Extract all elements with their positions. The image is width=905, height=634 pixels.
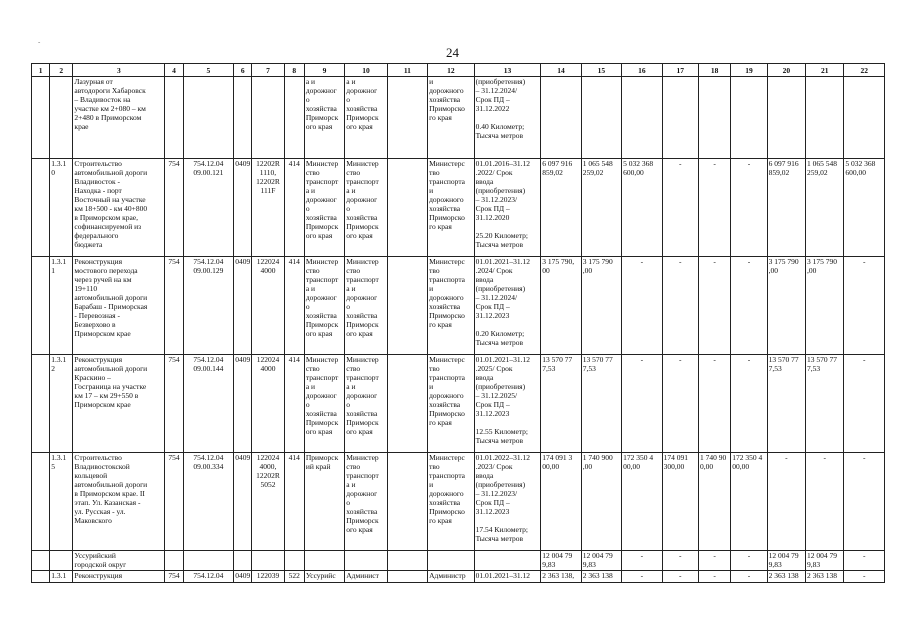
table-cell: - (731, 551, 767, 571)
table-cell: 172 350 4 00,00 (622, 453, 662, 551)
table-cell: 01.01.2021–31.12 .2024/ Срок ввода (приобретения) – 31.12.2024/ Срок ПД – 31.12.2023 0.20 Километр; Тысяча метров (474, 257, 541, 355)
table-cell: 122024 4000, 12202R 5052 (252, 453, 284, 551)
table-cell: - (622, 257, 662, 355)
table-cell: Уссурийс (304, 571, 344, 583)
table-cell: 414 (284, 355, 304, 453)
column-header: 11 (387, 64, 427, 77)
table-cell (387, 453, 427, 551)
table-cell (662, 77, 698, 159)
table-row (32, 551, 885, 571)
table-cell (32, 77, 50, 159)
table-cell: 5 032 368 600,00 (622, 159, 662, 257)
table-cell: Министер ство транспорт а и дорожног о хозяйства Приморск ого края (345, 159, 387, 257)
table-cell (32, 159, 50, 257)
table-cell: 3 175 790 ,00 (581, 257, 621, 355)
table-cell (387, 257, 427, 355)
table-cell: 12 004 79 9,83 (806, 551, 844, 571)
table-cell: 122039 (252, 571, 284, 583)
table-cell: 122024 4000 (252, 257, 284, 355)
table-cell (284, 77, 304, 159)
table-cell: - (662, 159, 698, 257)
table-cell: 6 097 916 859,02 (767, 159, 805, 257)
table-cell: 0409 (234, 159, 252, 257)
table-cell: 6 097 916 859,02 (541, 159, 581, 257)
table-cell: 1 065 548 259,02 (581, 159, 621, 257)
table-cell (541, 77, 581, 159)
table-cell (428, 551, 474, 571)
table-cell: - (622, 355, 662, 453)
table-cell: - (662, 257, 698, 355)
table-cell: 2 363 138 (767, 571, 805, 583)
table-cell: - (731, 355, 767, 453)
table-cell: Министер ство транспорт а и дорожног о хозяйства Приморск ого края (304, 159, 344, 257)
table-cell: Министер ство транспорт а и дорожног о хозяйства Приморск ого края (345, 453, 387, 551)
table-cell: 12 004 79 9,83 (767, 551, 805, 571)
table-cell (844, 77, 885, 159)
table-cell: - (662, 355, 698, 453)
table-cell: 754 (165, 571, 183, 583)
table-cell: 0409 (234, 571, 252, 583)
table-cell (731, 77, 767, 159)
table-cell (165, 77, 183, 159)
column-header: 15 (581, 64, 621, 77)
column-header: 21 (806, 64, 844, 77)
table-row (32, 571, 885, 583)
table-cell (387, 355, 427, 453)
table-cell: - (698, 159, 730, 257)
table-cell (183, 77, 234, 159)
column-header: 9 (304, 64, 344, 77)
table-cell: - (844, 257, 885, 355)
table-cell (345, 551, 387, 571)
table-cell: 0409 (234, 257, 252, 355)
table-cell: 174 091 300,00 (662, 453, 698, 551)
table-cell: 13 570 77 7,53 (767, 355, 805, 453)
table-cell: - (844, 453, 885, 551)
table-cell: 754 (165, 355, 183, 453)
table-cell: 3 175 790 ,00 (806, 257, 844, 355)
table-cell (806, 77, 844, 159)
table-cell (387, 77, 427, 159)
column-header: 2 (50, 64, 73, 77)
table-cell: - (622, 571, 662, 583)
table-cell: - (767, 453, 805, 551)
table-cell (304, 551, 344, 571)
table-cell: Строительство автомобильной дороги Владивосток - Находка - порт Восточный на участке км 18+500 - км 40+800 в Приморском крае, софинансируемой из федерального бюджета (73, 159, 165, 257)
table-cell: 522 (284, 571, 304, 583)
table-cell: 13 570 77 7,53 (541, 355, 581, 453)
table-cell: а и дорожног о хозяйства Приморск ого края (345, 77, 387, 159)
table-cell (234, 551, 252, 571)
table-cell: 754.12.04 (183, 571, 234, 583)
table-cell (165, 551, 183, 571)
table-cell: и дорожного хозяйства Приморско го края (428, 77, 474, 159)
table-cell: 122024 4000 (252, 355, 284, 453)
table-cell: - (844, 571, 885, 583)
table-cell: Лазурная от автодороги Хабаровск – Владивосток на участке км 2+080 – км 2+480 в Приморском крае (73, 77, 165, 159)
table-cell: 0409 (234, 355, 252, 453)
table-cell (581, 77, 621, 159)
table-cell: Министерс тво транспорта и дорожного хозяйства Приморско го края (428, 453, 474, 551)
table-cell (234, 77, 252, 159)
column-header: 5 (183, 64, 234, 77)
table-cell: 1.3.1 2 (50, 355, 73, 453)
table-cell (252, 551, 284, 571)
corner-mark: - (38, 38, 41, 46)
table-cell: 2 363 138 (806, 571, 844, 583)
column-header: 19 (731, 64, 767, 77)
column-header: 6 (234, 64, 252, 77)
table-cell: - (731, 571, 767, 583)
table-cell: - (731, 159, 767, 257)
table-cell: Министер ство транспорт а и дорожног о хозяйства Приморск ого края (304, 257, 344, 355)
table-cell: - (698, 571, 730, 583)
table-cell: - (806, 453, 844, 551)
column-header: 8 (284, 64, 304, 77)
table-cell (32, 453, 50, 551)
document-table-wrapper (31, 63, 885, 588)
table-row (32, 159, 885, 257)
column-header: 13 (474, 64, 541, 77)
table-cell: 0409 (234, 453, 252, 551)
table-cell: 174 091 3 00,00 (541, 453, 581, 551)
table-cell (474, 551, 541, 571)
table-cell (50, 77, 73, 159)
table-cell: 01.01.2021–31.12 (474, 571, 541, 583)
table-cell: 754 (165, 159, 183, 257)
table-cell: а и дорожног о хозяйства Приморск ого края (304, 77, 344, 159)
table-cell: 2 363 138, (541, 571, 581, 583)
column-header: 4 (165, 64, 183, 77)
table-cell: - (844, 355, 885, 453)
table-cell: 1.3.1 (50, 571, 73, 583)
table-cell (32, 257, 50, 355)
column-header: 17 (662, 64, 698, 77)
table-cell: 1 740 90 0,00 (698, 453, 730, 551)
table-cell: 414 (284, 453, 304, 551)
table-cell: - (844, 551, 885, 571)
table-cell: 754.12.04 09.00.129 (183, 257, 234, 355)
table-cell: 12 004 79 9,83 (541, 551, 581, 571)
table-cell: 1.3.1 1 (50, 257, 73, 355)
column-header: 1 (32, 64, 50, 77)
table-cell (387, 571, 427, 583)
table-cell: 1 065 548 259,02 (806, 159, 844, 257)
column-header: 16 (622, 64, 662, 77)
table-cell: Реконструкция автомобильной дороги Краскино – Госграница на участке км 17 – км 29+550 в Приморском крае (73, 355, 165, 453)
table-cell: Министерс тво транспорта и дорожного хозяйства Приморско го края (428, 257, 474, 355)
column-header: 18 (698, 64, 730, 77)
table-cell: 754.12.04 09.00.121 (183, 159, 234, 257)
table-row (32, 257, 885, 355)
table-cell: - (698, 551, 730, 571)
table-cell (622, 77, 662, 159)
table-cell: - (662, 551, 698, 571)
table-cell: 754.12.04 09.00.334 (183, 453, 234, 551)
table-cell (32, 571, 50, 583)
table-cell: 5 032 368 600,00 (844, 159, 885, 257)
table-cell (50, 551, 73, 571)
table-cell: 414 (284, 257, 304, 355)
table-cell (387, 551, 427, 571)
table-cell: Министерс тво транспорта и дорожного хозяйства Приморско го края (428, 159, 474, 257)
table-cell: Реконструкция (73, 571, 165, 583)
table-cell (387, 159, 427, 257)
table-cell (32, 355, 50, 453)
table-cell: - (731, 257, 767, 355)
table-cell: 1.3.1 5 (50, 453, 73, 551)
table-cell: 754.12.04 09.00.144 (183, 355, 234, 453)
table-cell: 1 740 900 ,00 (581, 453, 621, 551)
table-row (32, 355, 885, 453)
table-cell (32, 551, 50, 571)
table-cell: Приморск ий край (304, 453, 344, 551)
document-table (31, 63, 885, 583)
table-cell: Министер ство транспорт а и дорожног о хозяйства Приморск ого края (304, 355, 344, 453)
table-cell (183, 551, 234, 571)
table-cell: 414 (284, 159, 304, 257)
table-cell: 13 570 77 7,53 (581, 355, 621, 453)
table-cell: 1.3.1 0 (50, 159, 73, 257)
table-cell: - (698, 355, 730, 453)
table-cell: 12 004 79 9,83 (581, 551, 621, 571)
table-cell (698, 77, 730, 159)
table-cell: Реконструкция мостового перехода через ручей на км 19+110 автомобильной дороги Барабаш - Приморская - Перевозная - Безверхово в Приморском крае (73, 257, 165, 355)
column-header: 7 (252, 64, 284, 77)
column-header: 20 (767, 64, 805, 77)
table-cell: 3 175 790, 00 (541, 257, 581, 355)
table-cell: - (698, 257, 730, 355)
table-cell: 754 (165, 453, 183, 551)
table-cell: 3 175 790 ,00 (767, 257, 805, 355)
table-cell: Строительство Владивостокской кольцевой автомобильной дороги в Приморском крае. II этап. Ул. Казанская - ул. Русская - ул. Маковского (73, 453, 165, 551)
table-cell: Министерс тво транспорта и дорожного хозяйства Приморско го края (428, 355, 474, 453)
table-cell: 01.01.2016–31.12 .2022/ Срок ввода (приобретения) – 31.12.2023/ Срок ПД – 31.12.2020 25.20 Километр; Тысяча метров (474, 159, 541, 257)
table-row (32, 453, 885, 551)
column-header: 12 (428, 64, 474, 77)
header-row (32, 64, 885, 77)
table-cell (767, 77, 805, 159)
table-cell: 754 (165, 257, 183, 355)
table-cell: 172 350 4 00,00 (731, 453, 767, 551)
table-cell: Администр (428, 571, 474, 583)
table-row (32, 77, 885, 159)
table-cell: (приобретения) – 31.12.2024/ Срок ПД – 31.12.2022 0.40 Километр; Тысяча метров (474, 77, 541, 159)
table-cell: 01.01.2022–31.12 .2023/ Срок ввода (приобретения) – 31.12.2023/ Срок ПД – 31.12.2023 17.54 Километр; Тысяча метров (474, 453, 541, 551)
page-number: 24 (446, 45, 459, 60)
table-cell: 2 363 138 (581, 571, 621, 583)
table-cell: Министер ство транспорт а и дорожног о хозяйства Приморск ого края (345, 355, 387, 453)
column-header: 3 (73, 64, 165, 77)
column-header: 10 (345, 64, 387, 77)
table-cell: - (662, 571, 698, 583)
table-cell: Уссурийский городской округ (73, 551, 165, 571)
table-cell: 12202R 1110, 12202R 111F (252, 159, 284, 257)
table-cell (284, 551, 304, 571)
table-cell: 01.01.2021–31.12 .2025/ Срок ввода (приобретения) – 31.12.2025/ Срок ПД – 31.12.2023 12.55 Километр; Тысяча метров (474, 355, 541, 453)
table-cell: - (622, 551, 662, 571)
column-header: 22 (844, 64, 885, 77)
table-cell: Админист (345, 571, 387, 583)
table-cell: 13 570 77 7,53 (806, 355, 844, 453)
column-header: 14 (541, 64, 581, 77)
table-cell: Министер ство транспорт а и дорожног о хозяйства Приморск ого края (345, 257, 387, 355)
table-cell (252, 77, 284, 159)
